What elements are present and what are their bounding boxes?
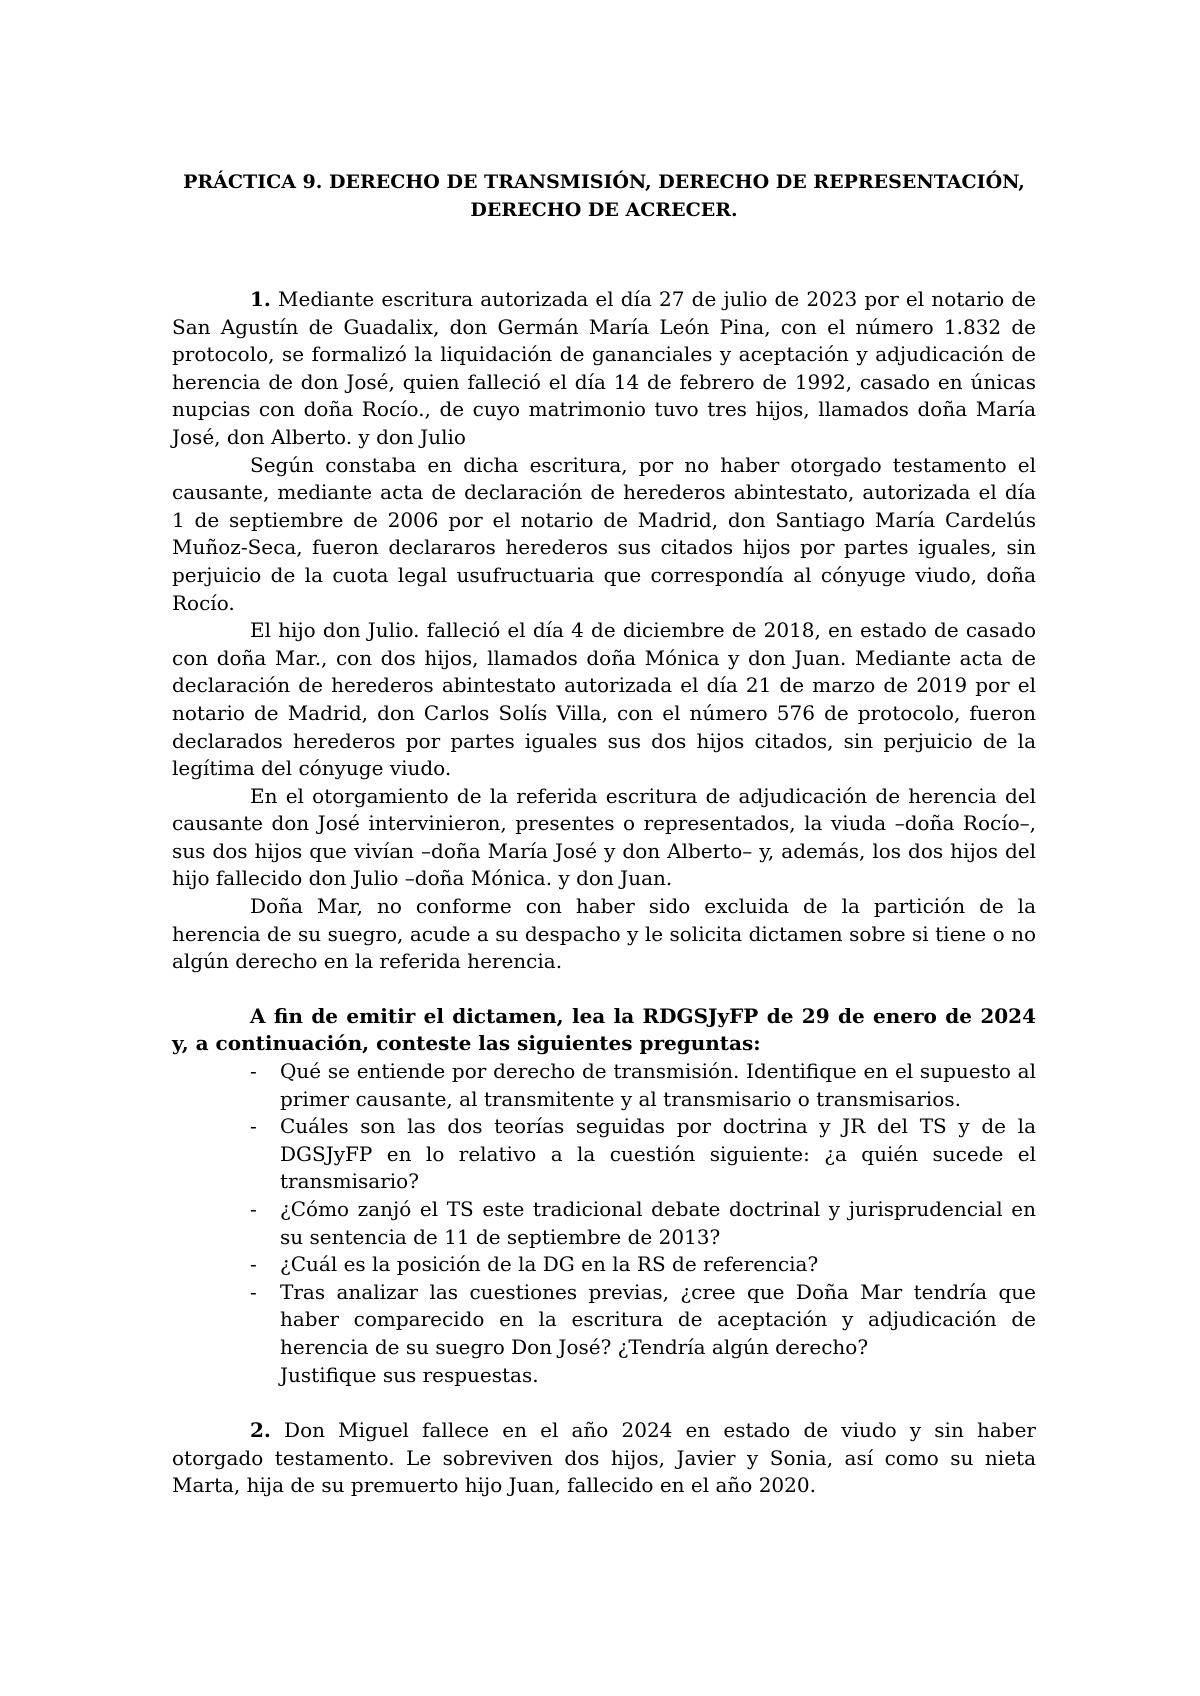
case-1-paragraph-1 — [172, 286, 1036, 452]
case-1-instructions: A fin de emitir el dictamen, lea la RDGSJyFP de 29 de enero de 2024 y, a continuación, conteste las siguientes preguntas: — [172, 1003, 1036, 1056]
question-text: Cuáles son las dos teorías seguidas por doctrina y JR del TS y de la DGSJyFP en lo relativo a la cuestión siguiente: ¿a quién sucede el transmisario? — [280, 1114, 1036, 1194]
question-item — [250, 1196, 1036, 1251]
question-text: Tras analizar las cuestiones previas, ¿cree que Doña Mar tendría que haber comparecido en la escritura de aceptación y adjudicación de herencia de su suegro Don José? ¿Tendría algún derecho? — [280, 1279, 1036, 1359]
case-1-paragraph-5: Doña Mar, no conforme con haber sido excluida de la partición de la herencia de su suegro, acude a su despacho y le solicita dictamen sobre si tiene o no algún derecho en la referida herencia. — [172, 894, 1036, 974]
question-item — [250, 1058, 1036, 1113]
title-line-1: PRÁCTICA 9. DERECHO DE TRANSMISIÓN, DERECHO DE REPRESENTACIÓN, — [183, 171, 1025, 193]
title-line-2: DERECHO DE ACRECER. — [470, 199, 738, 221]
case-2-paragraph-1 — [172, 1417, 1036, 1500]
closing-instruction: Justifique sus respuestas. — [280, 1362, 539, 1387]
question-item — [250, 1113, 1036, 1196]
question-text: ¿Cuál es la posición de la DG en la RS de referencia? — [280, 1252, 819, 1277]
case-1-paragraph-2: Según constaba en dicha escritura, por no haber otorgado testamento el causante, mediante acta de declaración de herederos abintestato, autorizada el día 1 de septiembre de 2006 por el notario de Madrid, don Santiago María Cardelús Muñoz-Seca, fueron declararos herederos sus citados hijos por partes iguales, sin perjuicio de la cuota legal usufructuaria que correspondía al cónyuge viudo, doña Rocío. — [172, 452, 1036, 615]
case-1-paragraph-1-text: Mediante escritura autorizada el día 27 de julio de 2023 por el notario de San Agustín de Guadalix, don Germán María León Pina, con el número 1.832 de protocolo, se formalizó la liquidación de gananciales y aceptación y adjudicación de herencia de don José, quien falleció el día 14 de febrero de 1992, casado en únicas nupcias con doña Rocío., de cuyo matrimonio tuvo tres hijos, llamados doña María José, don Alberto. y don Julio — [172, 287, 1036, 449]
list-dash: - — [250, 1059, 257, 1084]
case-2-number: 2. — [250, 1418, 271, 1443]
list-dash: - — [250, 1252, 257, 1277]
question-list — [172, 1058, 1036, 1362]
question-text: Qué se entiende por derecho de transmisión. Identifique en el supuesto al primer causante, al transmitente y al transmisario o transmisarios. — [280, 1059, 1036, 1111]
question-item — [250, 1251, 1036, 1279]
case-2-paragraph-1-text: Don Miguel fallece en el año 2024 en estado de viudo y sin haber otorgado testamento. Le sobreviven dos hijos, Javier y Sonia, así como su nieta Marta, hija de su premuerto hijo Juan, fallecido en el año 2020. — [172, 1418, 1036, 1498]
question-item — [250, 1279, 1036, 1362]
list-dash: - — [250, 1279, 257, 1304]
list-dash: - — [250, 1197, 257, 1221]
question-text: ¿Cómo zanjó el TS este tradicional debate doctrinal y jurisprudencial en su sentencia de 11 de septiembre de 2013? — [280, 1197, 1036, 1249]
list-dash: - — [250, 1114, 257, 1139]
document-page — [172, 168, 1036, 1500]
case-1-paragraph-4: En el otorgamiento de la referida escritura de adjudicación de herencia del causante don José intervinieron, presentes o representados, la viuda –doña Rocío–, sus dos hijos que vivían –doña María José y don Alberto– y, además, los dos hijos del hijo fallecido don Julio –doña Mónica. y don Juan. — [172, 783, 1036, 891]
case-1-number: 1. — [250, 287, 271, 311]
case-1-paragraph-3: El hijo don Julio. falleció el día 4 de diciembre de 2018, en estado de casado con doña Mar., con dos hijos, llamados doña Mónica y don Juan. Mediante acta de declaración de herederos abintestato autorizada el día 21 de marzo de 2019 por el notario de Madrid, don Carlos Solís Villa, con el número 576 de protocolo, fueron declarados herederos por partes iguales sus dos hijos citados, sin perjuicio de la legítima del cónyuge viudo. — [172, 618, 1036, 781]
document-title — [172, 168, 1036, 224]
